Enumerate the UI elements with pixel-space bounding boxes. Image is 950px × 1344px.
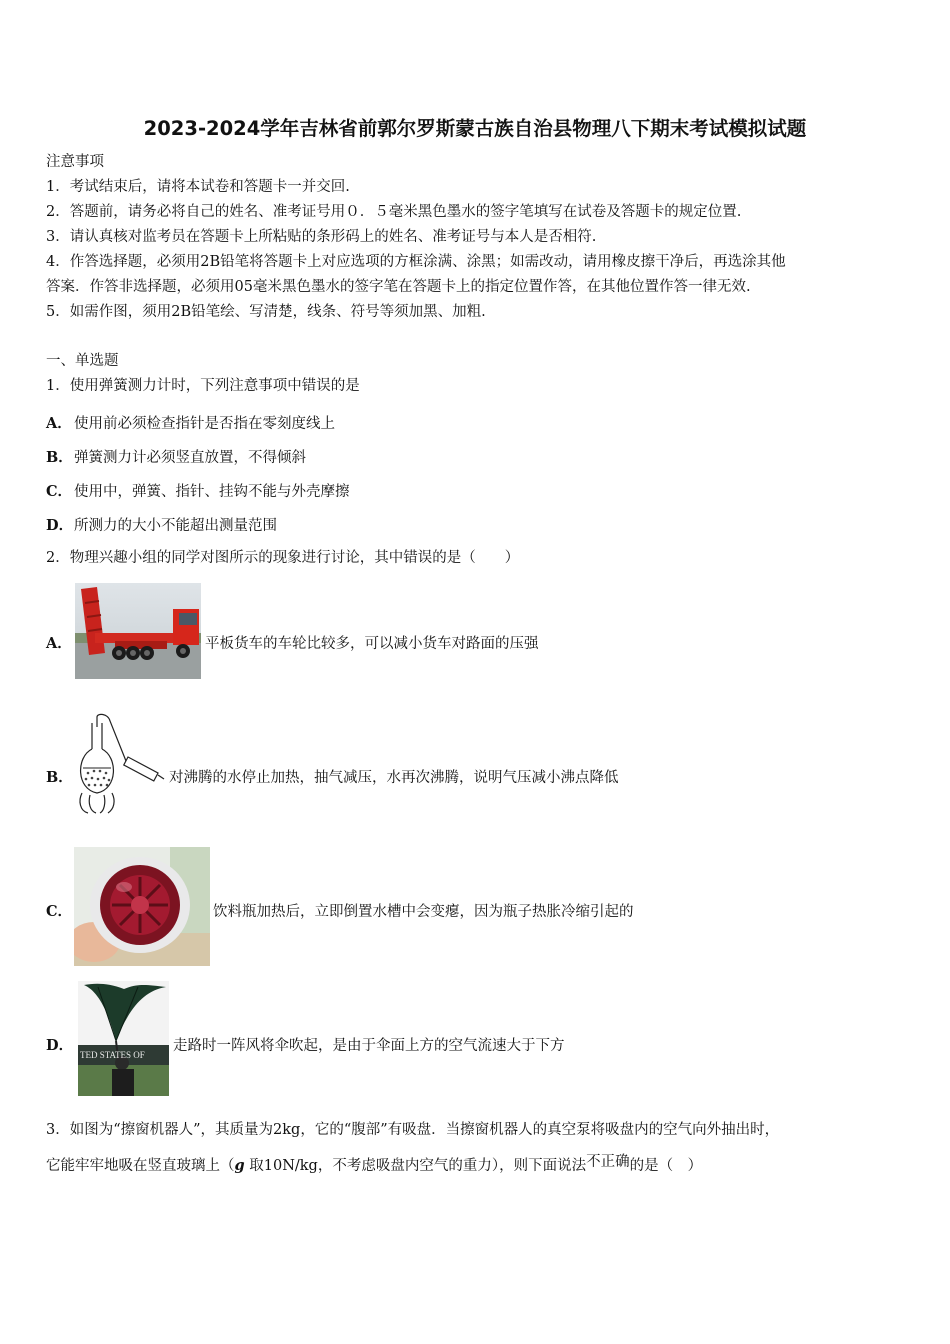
notice-item: 1．考试结束后，请将本试卷和答题卡一并交回. <box>46 179 350 195</box>
page-title: 2023-2024学年吉林省前郭尔罗斯蒙古族自治县物理八下期末考试模拟试题 <box>143 117 807 140</box>
option-text: 所测力的大小不能超出测量范围 <box>74 518 277 534</box>
flatbed-truck-image <box>75 583 201 679</box>
option-label: D． <box>46 1037 74 1054</box>
option-text: 弹簧测力计必须竖直放置，不得倾斜 <box>74 450 306 466</box>
option-label: C． <box>46 483 73 500</box>
bottle-bottom-image <box>74 847 210 966</box>
flask-syringe-image <box>74 713 166 815</box>
notice-item: 5．如需作图，须用2B铅笔绘、写清楚，线条、符号等须加黑、加粗. <box>46 304 486 320</box>
notice-heading: 注意事项 <box>46 154 104 170</box>
notice-item: 4．作答选择题，必须用2B铅笔将答题卡上对应选项的方框涂满、涂黑；如需改动，请用橡皮擦干净后，再选涂其他 <box>46 254 786 270</box>
question-3-line-1: 3．如图为“擦窗机器人”，其质量为2kg，它的“腹部”有吸盘．当擦窗机器人的真空泵将吸盘内的空气向外抽出时， <box>46 1122 780 1138</box>
notice-item: 答案．作答非选择题，必须用05毫米黑色墨水的签字笔在答题卡上的指定位置作答，在其他位置作答一律无效. <box>46 279 751 295</box>
question-3-line-2 <box>46 1154 702 1175</box>
notice-item: 2．答题前，请务必将自己的姓名、准考证号用０．５毫米黑色墨水的签字笔填写在试卷及答题卡的规定位置. <box>46 204 742 220</box>
option-text: 使用前必须检查指针是否指在零刻度线上 <box>74 416 335 432</box>
option-text: 对沸腾的水停止加热，抽气减压，水再次沸腾，说明气压减小沸点降低 <box>169 770 619 786</box>
section-heading: 一、单选题 <box>46 353 119 369</box>
inverted-umbrella-image <box>78 981 169 1096</box>
option-label: B． <box>46 449 73 466</box>
notice-item: 3．请认真核对监考员在答题卡上所粘贴的条形码上的姓名、准考证号与本人是否相符. <box>46 229 597 245</box>
q3-text-a: 它能牢牢地吸在竖直玻璃上（ <box>46 1158 235 1174</box>
q3-text-c: 的是（ ） <box>629 1158 703 1174</box>
option-label: C． <box>46 903 73 920</box>
question-2-stem: 2．物理兴趣小组的同学对图所示的现象进行讨论，其中错误的是（ ） <box>46 550 520 566</box>
option-label: A． <box>46 415 72 432</box>
q3-text-b: 取10N/kg，不考虑吸盘内空气的重力），则下面说法 <box>244 1158 587 1174</box>
q3-not-word: 不正确 <box>586 1154 630 1170</box>
option-text: 使用中，弹簧、指针、挂钩不能与外壳摩擦 <box>74 484 350 500</box>
option-text: 平板货车的车轮比较多，可以减小货车对路面的压强 <box>205 636 539 652</box>
option-text: 饮料瓶加热后，立即倒置水槽中会变瘪，因为瓶子热胀冷缩引起的 <box>213 904 634 920</box>
option-label: A． <box>46 635 72 652</box>
q3-g-symbol: g <box>234 1157 245 1174</box>
option-label: B． <box>46 769 73 786</box>
question-1-stem: 1．使用弹簧测力计时，下列注意事项中错误的是 <box>46 378 360 394</box>
option-label: D． <box>46 517 74 534</box>
sign-text: TED STATES OF <box>80 1050 145 1060</box>
option-text: 走路时一阵风将伞吹起，是由于伞面上方的空气流速大于下方 <box>173 1038 565 1054</box>
